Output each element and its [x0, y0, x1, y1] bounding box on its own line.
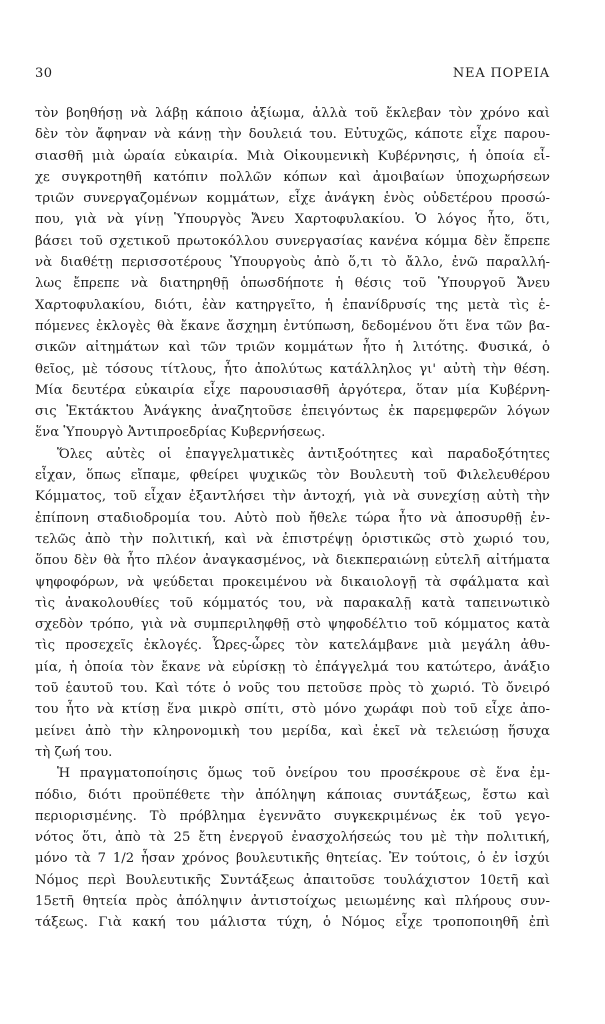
text-line: τὴ ζωή του. [35, 744, 113, 760]
text-line: μόνο τὰ 7 1/2 ἦσαν χρόνος βουλευτικῆς θητείας. Ἐν τούτοις, ὁ ἐν ἰσχύι [35, 851, 550, 867]
text-line: τελῶς ἀπὸ τὴν πολιτική, καὶ νὰ ἐπιστρέψῃ ὁριστικῶς στὸ χωριό του, [35, 531, 550, 547]
text-line: του ἦτο νὰ κτίσῃ ἕνα μικρὸ σπίτι, στὸ μόνο χωράφι ποὺ τοῦ εἶχε ἀπο- [35, 702, 550, 718]
text-line: τάξεως. Γιὰ κακή του μάλιστα τύχη, ὁ Νόμος εἶχε τροποποιηθῆ ἐπὶ [35, 915, 550, 931]
text-line: ὅπου δὲν θὰ ἦτο πλέον ἀναγκασμένος, νὰ διεκπεραιώνῃ εὐτελῆ αἰτήματα [35, 553, 550, 569]
running-head: ΝΕΑ ΠΟΡΕΙΑ [452, 66, 550, 81]
text-line: εἶχαν, ὅπως εἴπαμε, φθείρει ψυχικῶς τὸν Βουλευτὴ τοῦ Φιλελευθέρου [35, 468, 550, 484]
text-line: δὲν τὸν ἄφηναν νὰ κάνῃ τὴν δουλειά του. Εὐτυχῶς, κάποτε εἶχε παρου- [35, 127, 550, 143]
text-line: σις Ἐκτάκτου Ἀνάγκης ἀναζητοῦσε ἐπειγόντως ἐκ παρεμφερῶν λόγων [35, 404, 550, 420]
text-line: λως ἔπρεπε νὰ διατηρηθῇ ὁπωσδήποτε ἡ θέσις τοῦ Ὑπουργοῦ Ἄνευ [35, 276, 550, 292]
body-text [35, 103, 550, 934]
text-line: ψηφοφόρων, νὰ ψεύδεται προκειμένου νὰ δικαιολογῇ τὰ σφάλματα καὶ [35, 574, 550, 590]
text-line: Μία δευτέρα εὐκαιρία εἶχε παρουσιασθῆ ἀργότερα, ὅταν μία Κυβέρνη- [35, 382, 550, 398]
text-line: τοῦ ἑαυτοῦ του. Καὶ τότε ὁ νοῦς του πετοῦσε πρὸς τὸ χωριό. Τὸ ὄνειρό [35, 681, 550, 697]
text-line: βάσει τοῦ σχετικοῦ πρωτοκόλλου συνεργασίας κανένα κόμμα δὲν ἔπρεπε [35, 233, 550, 249]
page-header [35, 66, 550, 86]
text-line: 15ετῆ θητεία πρὸς ἀπόληψιν ἀντιστοίχως μειωμένης καὶ πλήρους συν- [35, 893, 550, 909]
page-number: 30 [35, 66, 53, 81]
text-line: Νόμος περὶ Βουλευτικῆς Συντάξεως ἀπαιτοῦσε τουλάχιστον 10ετῆ καὶ [35, 872, 550, 888]
text-line: σικῶν αἰτημάτων καὶ τῶν τριῶν κομμάτων ἦτο ἡ λιτότης. Φυσικά, ὁ [35, 340, 550, 356]
text-line: μία, ἡ ὁποία τὸν ἔκανε νὰ εὑρίσκῃ τὸ ἐπάγγελμά του κατώτερο, ἀνάξιο [35, 659, 550, 675]
text-line: σιασθῆ μιὰ ὡραία εὐκαιρία. Μιὰ Οἰκουμενικὴ Κυβέρνησις, ἡ ὁποία εἶ- [35, 148, 550, 164]
text-line: που, γιὰ νὰ γίνῃ Ὑπουργὸς Ἄνευ Χαρτοφυλακίου. Ὁ λόγος ἦτο, ὅτι, [35, 212, 550, 228]
text-line: θεῖος, μὲ τόσους τίτλους, ἦτο ἀπολύτως κατάλληλος γι' αὐτὴ τὴν θέση. [35, 361, 550, 377]
text-line: τριῶν συνεργαζομένων κομμάτων, εἶχε ἀνάγκη ἑνὸς οὐδετέρου προσώ- [35, 191, 550, 207]
text-line: σχεδὸν τρόπο, γιὰ νὰ συμπεριληφθῇ στὸ ψηφοδέλτιο τοῦ κόμματος κατὰ [35, 617, 550, 633]
text-line: νότος ὅτι, ἀπὸ τὰ 25 ἔτη ἐνεργοῦ ἐνασχολήσεώς του μὲ τὴν πολιτική, [35, 830, 550, 846]
text-line: Κόμματος, τοῦ εἶχαν ἐξαντλήσει τὴν ἀντοχή, γιὰ νὰ συνεχίσῃ αὐτὴ τὴν [35, 489, 550, 505]
text-line: περιορισμένης. Τὸ πρόβλημα ἐγεννᾶτο συγκεκριμένως ἐκ τοῦ γεγο- [35, 808, 550, 824]
text-line: μείνει ἀπὸ τὴν κληρονομικὴ του μερίδα, καὶ ἐκεῖ νὰ τελειώσῃ ἥσυχα [35, 723, 550, 739]
text-line: Ὅλες αὐτὲς οἱ ἐπαγγελματικὲς ἀντιξοότητες καὶ παραδοξότητες [57, 446, 550, 462]
text-line: τὶς προσεχεῖς ἐκλογές. Ὧρες-ὧρες τὸν κατελάμβανε μιὰ μεγάλη ἀθυ- [35, 638, 550, 654]
text-line: νὰ διαθέτῃ περισσοτέρους Ὑπουργοὺς ἀπὸ ὅ,τι τὸ ἄλλο, ἐνῶ παραλλή- [35, 255, 550, 271]
text-line: χε συγκροτηθῆ κατόπιν πολλῶν κόπων καὶ ἀμοιβαίων ὑποχωρήσεων [35, 169, 550, 185]
text-line: τὶς ἀνακολουθίες τοῦ κόμματός του, νὰ παρακαλῇ κατὰ ταπεινωτικὸ [35, 595, 550, 611]
text-line: Χαρτοφυλακίου, διότι, ἐὰν κατηργεῖτο, ἡ ἐπανίδρυσίς της μετὰ τὶς ἑ- [35, 297, 550, 313]
text-line: Ἡ πραγματοποίησις ὅμως τοῦ ὀνείρου του προσέκρουε σὲ ἕνα ἐμ- [57, 766, 550, 782]
text-line: ἐπίπονη σταδιοδρομία του. Αὐτὸ ποὺ ἤθελε τώρα ἦτο νὰ ἀποσυρθῇ ἐν- [35, 510, 550, 526]
text-line: πόμενες ἐκλογὲς θὰ ἔκανε ἄσχημη ἐντύπωση, δεδομένου ὅτι ἕνα τῶν βα- [35, 318, 550, 334]
text-line: τὸν βοηθήσῃ νὰ λάβῃ κάποιο ἀξίωμα, ἀλλὰ τοῦ ἔκλεβαν τὸν χρόνο καὶ [35, 106, 550, 121]
text-line: πόδιο, διότι προϋπέθετε τὴν ἀπόληψη κάποιας συντάξεως, ἔστω καὶ [35, 787, 550, 803]
text-line: ἕνα Ὑπουργὸ Ἀντιπροεδρίας Κυβερνήσεως. [35, 425, 326, 441]
